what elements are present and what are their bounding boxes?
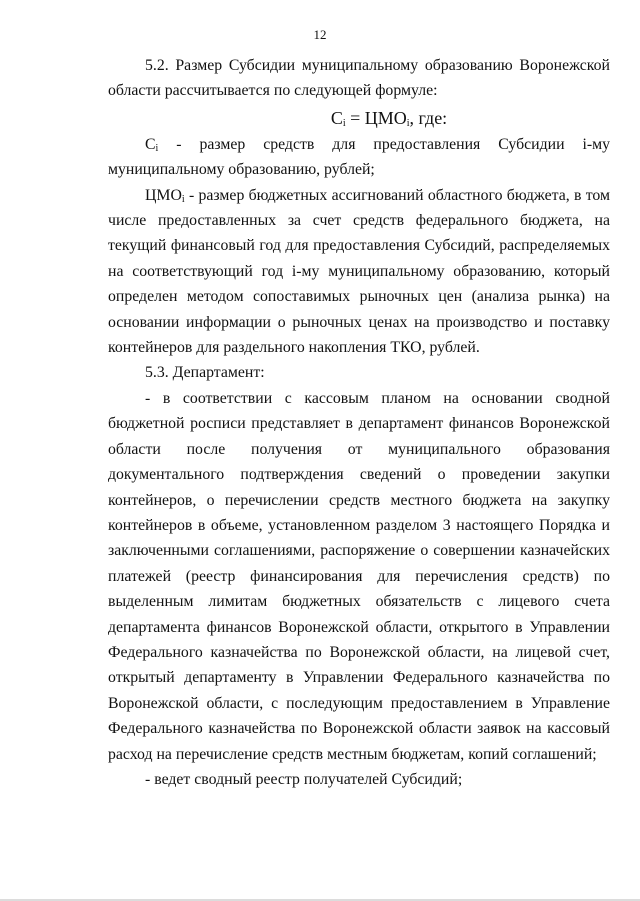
document-body	[108, 53, 610, 792]
formula-rhs-subscript: i	[406, 117, 410, 129]
formula-tail: , где:	[409, 107, 448, 128]
definition-cmo-text: - размер бюджетных ассигнований областного бюджета, в том числе предоставленных за счет средств федерального бюджета, на текущий финансовый год для предоставления Субсидий, распределяемых на соответствующий год i-му муниципальному образованию, который определен методом сопоставимых рыночных цен (анализа рынка) на основании информации о рыночных ценах на производство и поставку контейнеров для раздельного накопления ТКО, рублей.	[108, 186, 610, 357]
definition-ci-text: - размер средств для предоставления Субсидии i-му муниципальному образованию, рублей;	[108, 135, 610, 179]
paragraph-5-2: 5.2. Размер Субсидии муниципальному образованию Воронежской области рассчитывается по следующей формуле:	[108, 57, 610, 100]
definition-cmo	[108, 183, 610, 361]
paragraph-5-3-item-1: - в соответствии с кассовым планом на основании сводной бюджетной росписи представляет в департамент финансов Воронежской области после получения от муниципального образования документального подтверждения сведений о проведении закупки контейнеров, о перечислении средств местного бюджета на закупку контейнеров в объеме, установленном разделом 3 настоящего Порядка и заключенными соглашениями, распоряжение о совершении казначейских платежей (реестр финансирования для перечисления средств) по выделенным лимитам бюджетных обязательств с лицевого счета департамента финансов Воронежской области, открытого в Управлении Федерального казначейства по Воронежской области, на лицевой счет, открытый департаменту в Управлении Федерального казначейства по Воронежской области, с последующим предоставлением в Управление Федерального казначейства по Воронежской области заявок на кассовый расход на перечисление средств местным бюджетам, копий соглашений;	[108, 389, 610, 763]
paragraph-5-3-heading: 5.3. Департамент:	[145, 364, 265, 382]
page-number: 12	[313, 27, 327, 42]
definition-ci-symbol: C	[145, 135, 156, 153]
definition-cmo-symbol: ЦМО	[145, 186, 182, 204]
subsidy-formula	[108, 104, 610, 132]
formula-equals-cmo: = ЦМО	[345, 107, 407, 128]
formula-lhs: C	[330, 107, 343, 128]
definition-ci-subscript: i	[155, 142, 159, 154]
paragraph-5-3-item-2: - ведет сводный реестр получателей Субсидий;	[145, 770, 463, 788]
formula-lhs-subscript: i	[342, 117, 346, 129]
definition-cmo-subscript: i	[181, 193, 185, 205]
definition-ci	[108, 132, 610, 183]
